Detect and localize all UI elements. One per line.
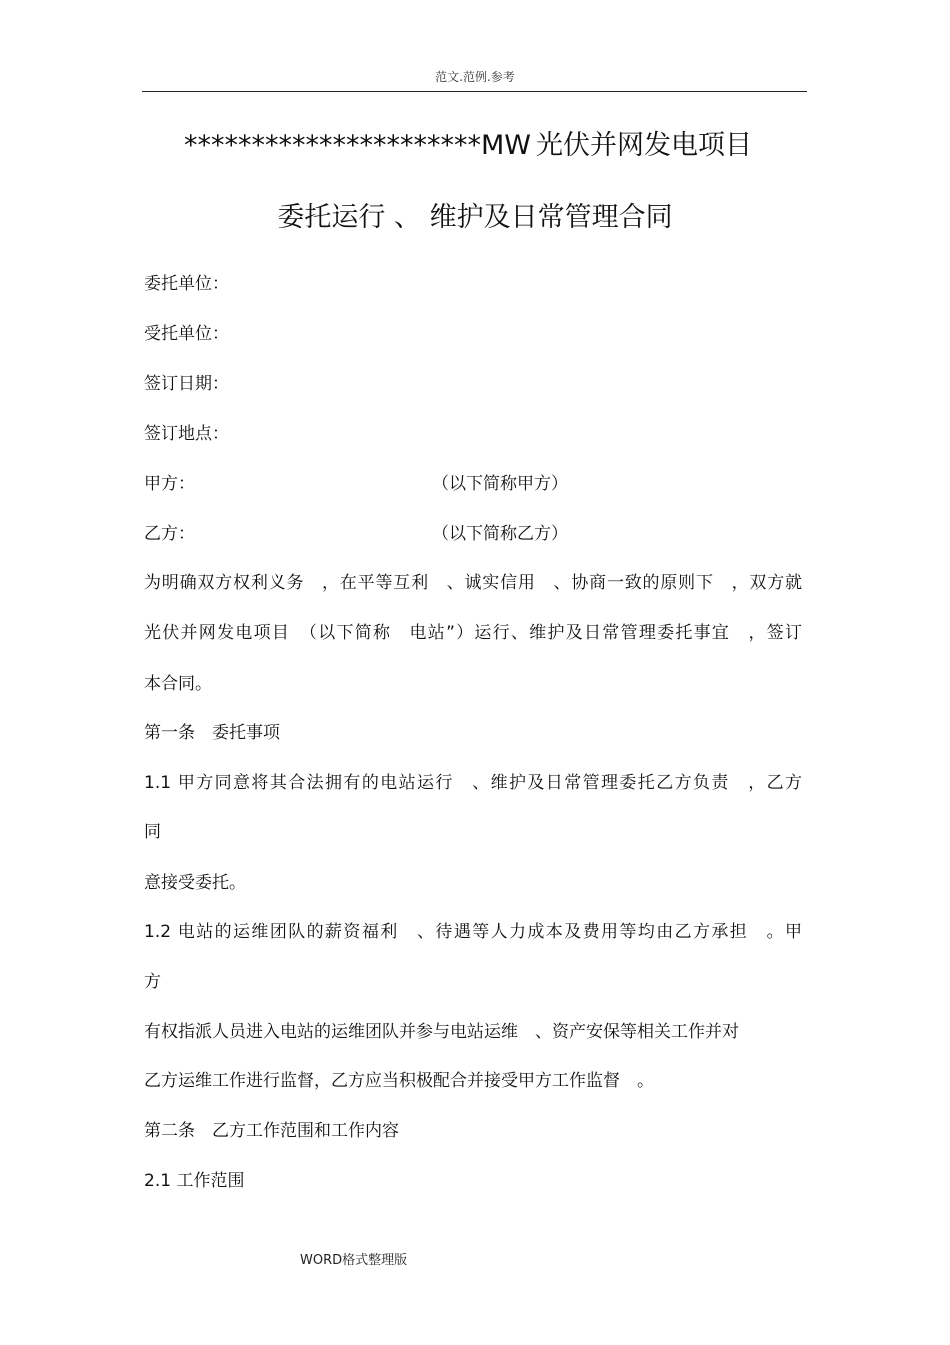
article2-heading: 第二条 乙方工作范围和工作内容 xyxy=(144,1121,399,1141)
title-line1-stars: **********************MW xyxy=(184,130,531,161)
title-line2: 委托运行 、 维护及日常管理合同 xyxy=(277,202,673,233)
title-line1-project: 光伏并网发电项目 xyxy=(536,130,752,161)
clause-1-1-line: 同 xyxy=(144,822,161,842)
clause-1-1-line: 意接受委托。 xyxy=(144,873,246,893)
field-contractor: 受托单位： xyxy=(144,324,229,344)
clause-1-2-line: 乙方运维工作进行监督，乙方应当积极配合并接受甲方工作监督 。 xyxy=(144,1071,654,1091)
article1-heading: 第一条 委托事项 xyxy=(144,723,280,743)
clause-1-2-line: 方 xyxy=(144,972,161,992)
header-rule xyxy=(142,91,807,92)
preamble-line: 本合同。 xyxy=(144,674,212,694)
field-client: 委托单位： xyxy=(144,274,229,294)
clause-2-1-heading: 2.1 工作范围 xyxy=(144,1171,245,1191)
party-b-note: （以下简称乙方） xyxy=(432,524,568,544)
clause-1-2-line: 1.2 电站的运维团队的薪资福利 、待遇等人力成本及费用等均由乙方承担 。甲 xyxy=(144,922,802,942)
preamble-line: 为明确双方权利义务 ，在平等互利 、诚实信用 、协商一致的原则下 ，双方就 xyxy=(144,573,802,593)
party-a-note: （以下简称甲方） xyxy=(432,474,568,494)
clause-1-1-line: 1.1 甲方同意将其合法拥有的电站运行 、维护及日常管理委托乙方负责 ，乙方 xyxy=(144,773,802,793)
page-header: 范文.范例.参考 xyxy=(435,70,515,84)
clause-1-2-line: 有权指派人员进入电站的运维团队并参与电站运维 、资产安保等相关工作并对 xyxy=(144,1022,739,1042)
page-footer: WORD格式整理版 xyxy=(300,1253,408,1268)
field-party-a: 甲方： xyxy=(144,474,195,494)
field-sign-place: 签订地点： xyxy=(144,424,229,444)
preamble-line: 光伏并网发电项目 （以下简称 电站”）运行、维护及日常管理委托事宜 ，签订 xyxy=(144,623,802,643)
field-party-b: 乙方： xyxy=(144,524,195,544)
field-sign-date: 签订日期： xyxy=(144,374,229,394)
